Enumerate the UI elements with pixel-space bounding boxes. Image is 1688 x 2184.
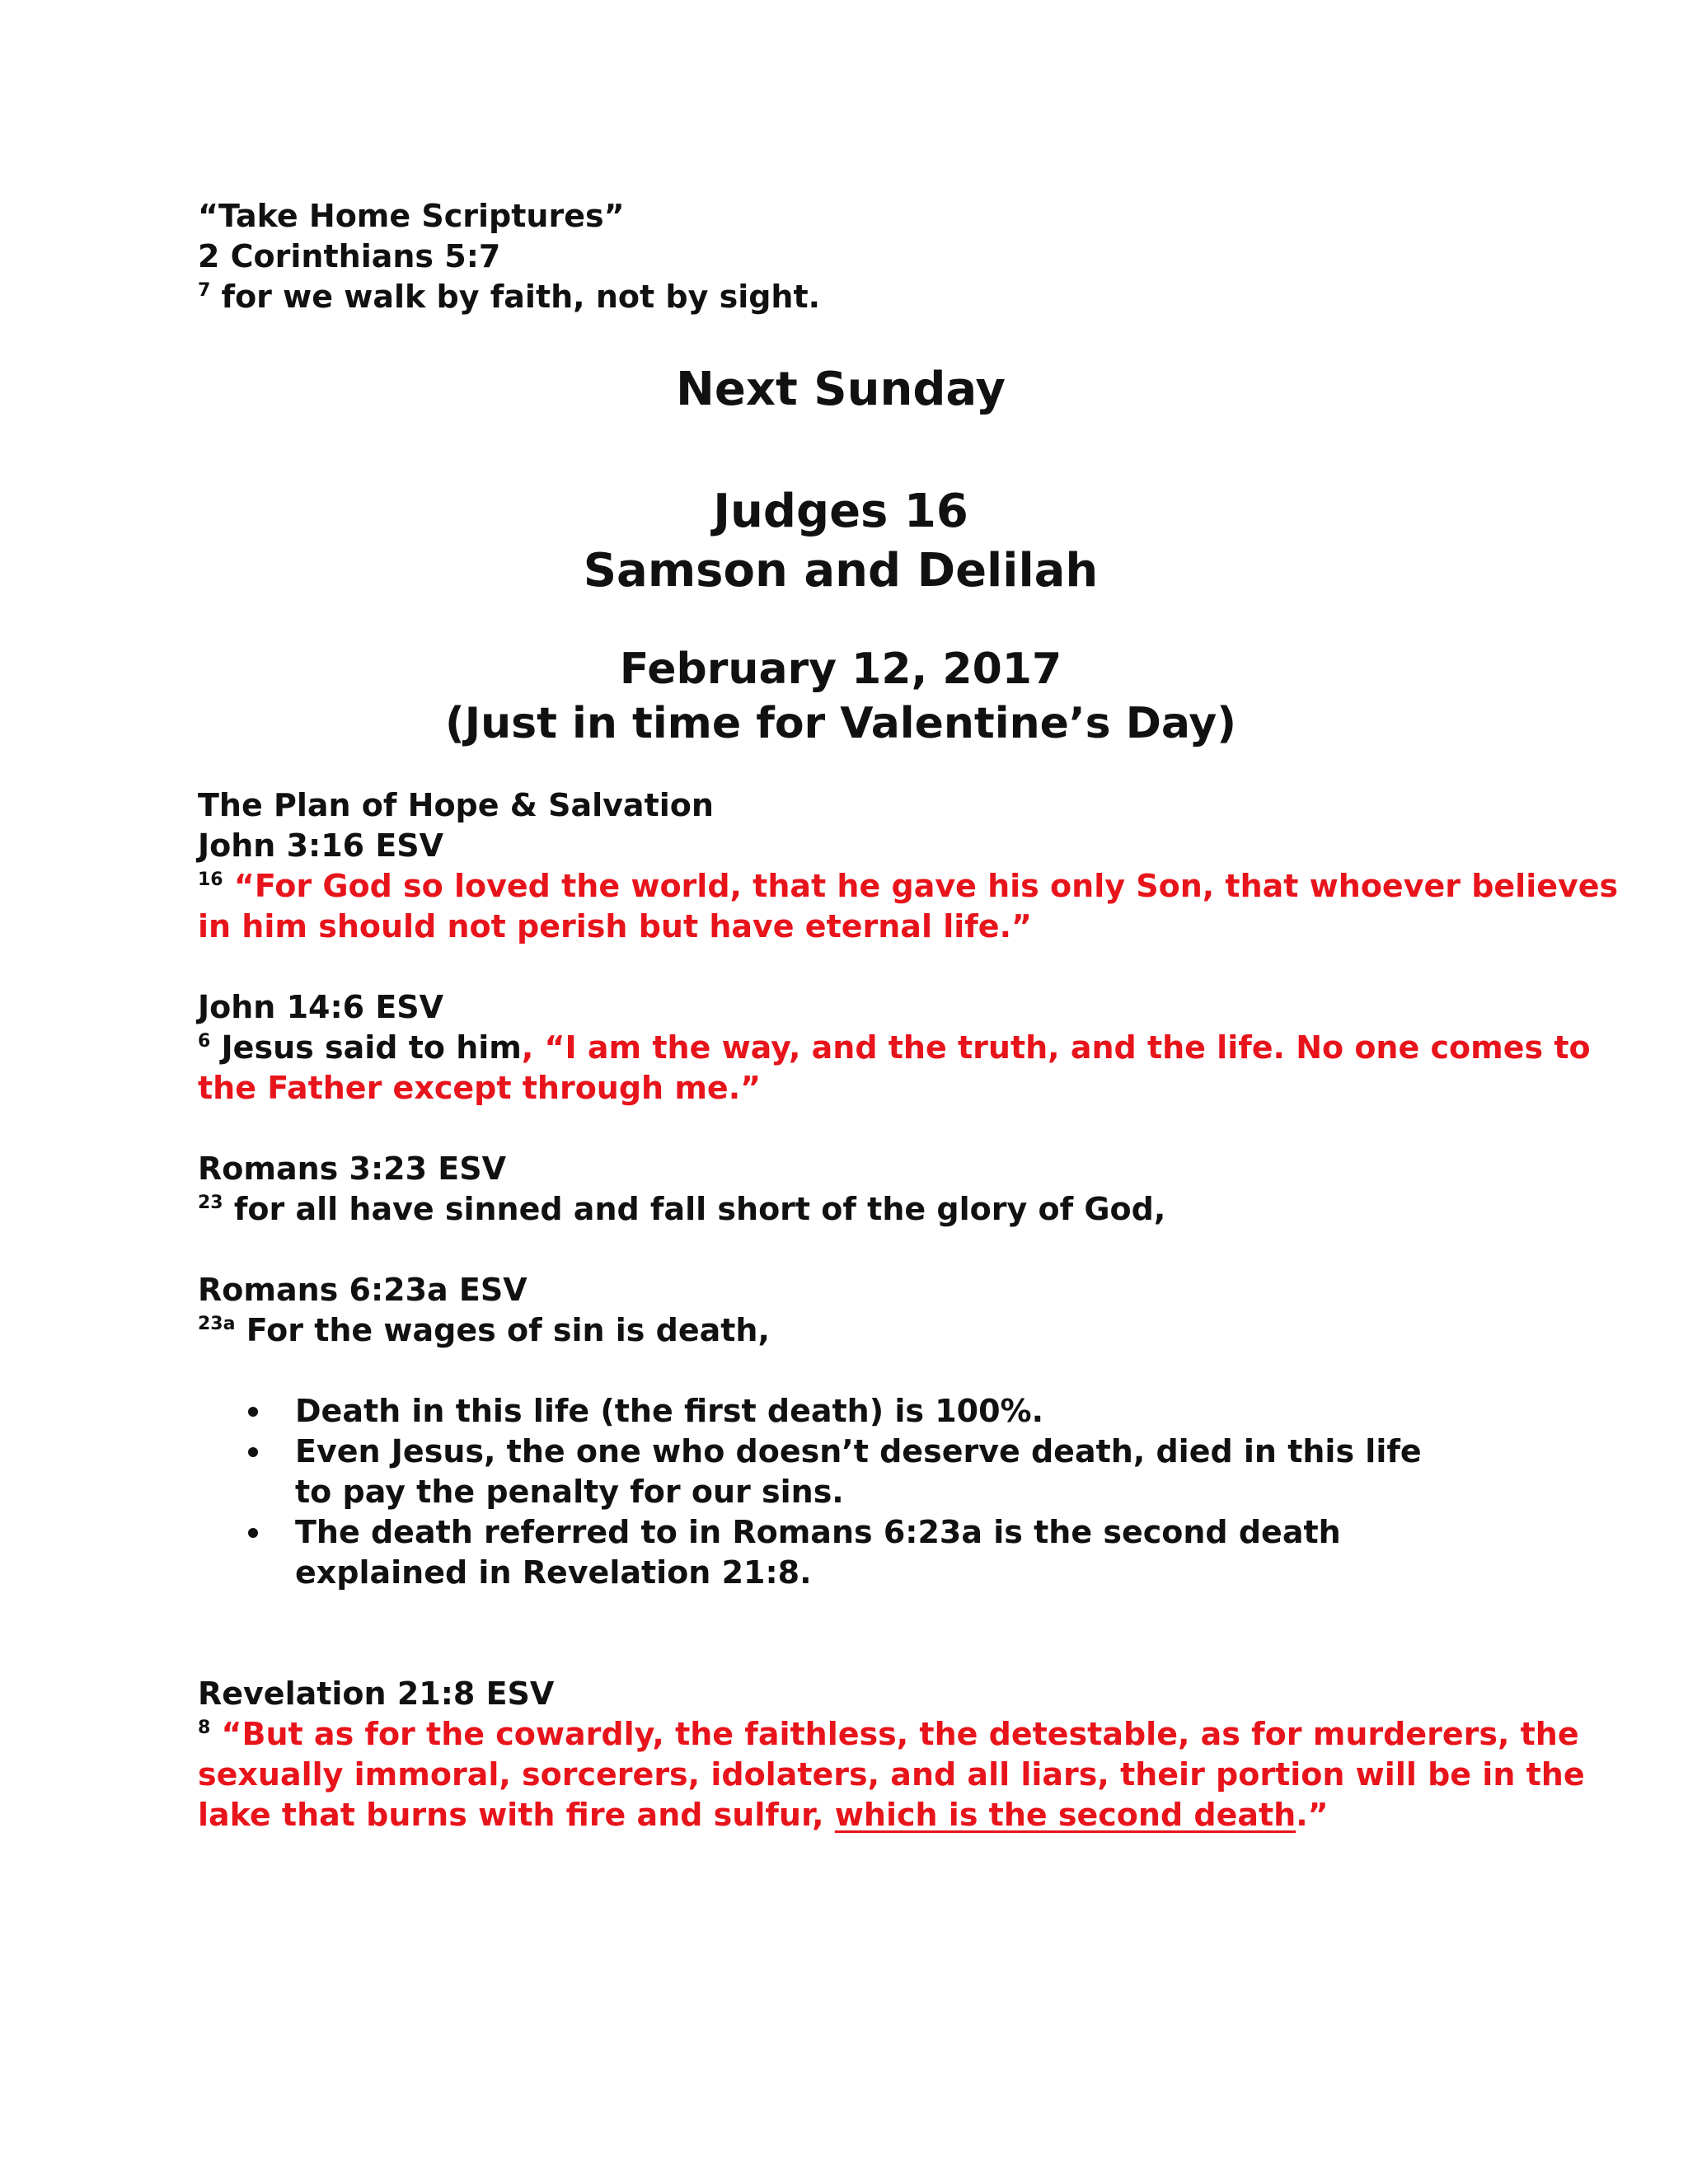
revelation-21-8-line-2: sexually immoral, sorcerers, idolaters, and all liars, their portion will be in the	[198, 1756, 1585, 1793]
romans-6-23a-verse	[198, 1310, 1484, 1351]
verse-text: for all have sinned and fall short of the glory of God,	[233, 1191, 1166, 1227]
verse-number: 8	[198, 1718, 211, 1738]
list-item: Death in this life (the first death) is 100%.	[295, 1391, 1484, 1432]
john-14-6-reference: John 14:6 ESV	[198, 989, 444, 1025]
john-3-16-reference: John 3:16 ESV	[198, 827, 444, 864]
plan-heading: The Plan of Hope & Salvation	[198, 787, 714, 823]
take-home-reference: 2 Corinthians 5:7	[198, 238, 501, 274]
verse-text: for we walk by faith, not by sight.	[221, 279, 821, 315]
revelation-21-8-line-3: lake that burns with fire and sulfur, which is the second death.”	[198, 1797, 1329, 1833]
next-sunday-note: (Just in time for Valentine’s Day)	[444, 699, 1237, 748]
john-14-6-line-2: the Father except through me.”	[198, 1070, 762, 1106]
verse-number: 6	[198, 1031, 211, 1052]
list-item: The death referred to in Romans 6:23a is the second death explained in Revelation 21:8.	[295, 1512, 1465, 1593]
next-sunday-date: February 12, 2017	[619, 644, 1062, 694]
bullet-icon	[248, 1447, 258, 1457]
take-home-title: “Take Home Scriptures”	[198, 198, 625, 234]
revelation-21-8-line-1	[198, 1714, 1579, 1755]
bullet-icon	[248, 1528, 258, 1538]
next-sunday-book: Judges 16	[713, 485, 968, 538]
verse-number: 7	[198, 280, 211, 301]
john-14-6-line-1	[198, 1028, 1591, 1068]
verse-text: “For God so loved the world, that he gave his only Son, that whoever believes	[233, 868, 1619, 904]
romans-3-23-verse	[198, 1189, 1484, 1230]
revelation-21-8-reference: Revelation 21:8 ESV	[198, 1675, 555, 1712]
underlined-phrase: which is the second death	[834, 1797, 1296, 1833]
next-sunday-subtitle: Samson and Delilah	[583, 544, 1099, 598]
verse-number: 23	[198, 1193, 223, 1213]
verse-number: 16	[198, 869, 223, 890]
romans-3-23-reference: Romans 3:23 ESV	[198, 1151, 506, 1187]
verse-number: 23a	[198, 1314, 236, 1334]
verse-quote: , “I am the way, and the truth, and the life. No one comes to	[521, 1029, 1591, 1066]
next-sunday-heading: Next Sunday	[676, 363, 1006, 416]
bullet-icon	[248, 1407, 258, 1417]
verse-text: For the wages of sin is death,	[246, 1312, 770, 1348]
verse-lead: Jesus said to him	[221, 1029, 522, 1066]
john-3-16-line-2: in him should not perish but have eternal life.”	[198, 908, 1032, 944]
bullet-list	[198, 1391, 1484, 1593]
list-item: Even Jesus, the one who doesn’t deserve death, died in this life to pay the penalty for our sins.	[295, 1432, 1465, 1512]
verse-text: “But as for the cowardly, the faithless, the detestable, as for murderers, the	[221, 1716, 1579, 1752]
take-home-verse	[198, 277, 1484, 317]
john-3-16-line-1	[198, 866, 1619, 907]
document-page	[198, 196, 1619, 1835]
romans-6-23a-reference: Romans 6:23a ESV	[198, 1272, 528, 1308]
